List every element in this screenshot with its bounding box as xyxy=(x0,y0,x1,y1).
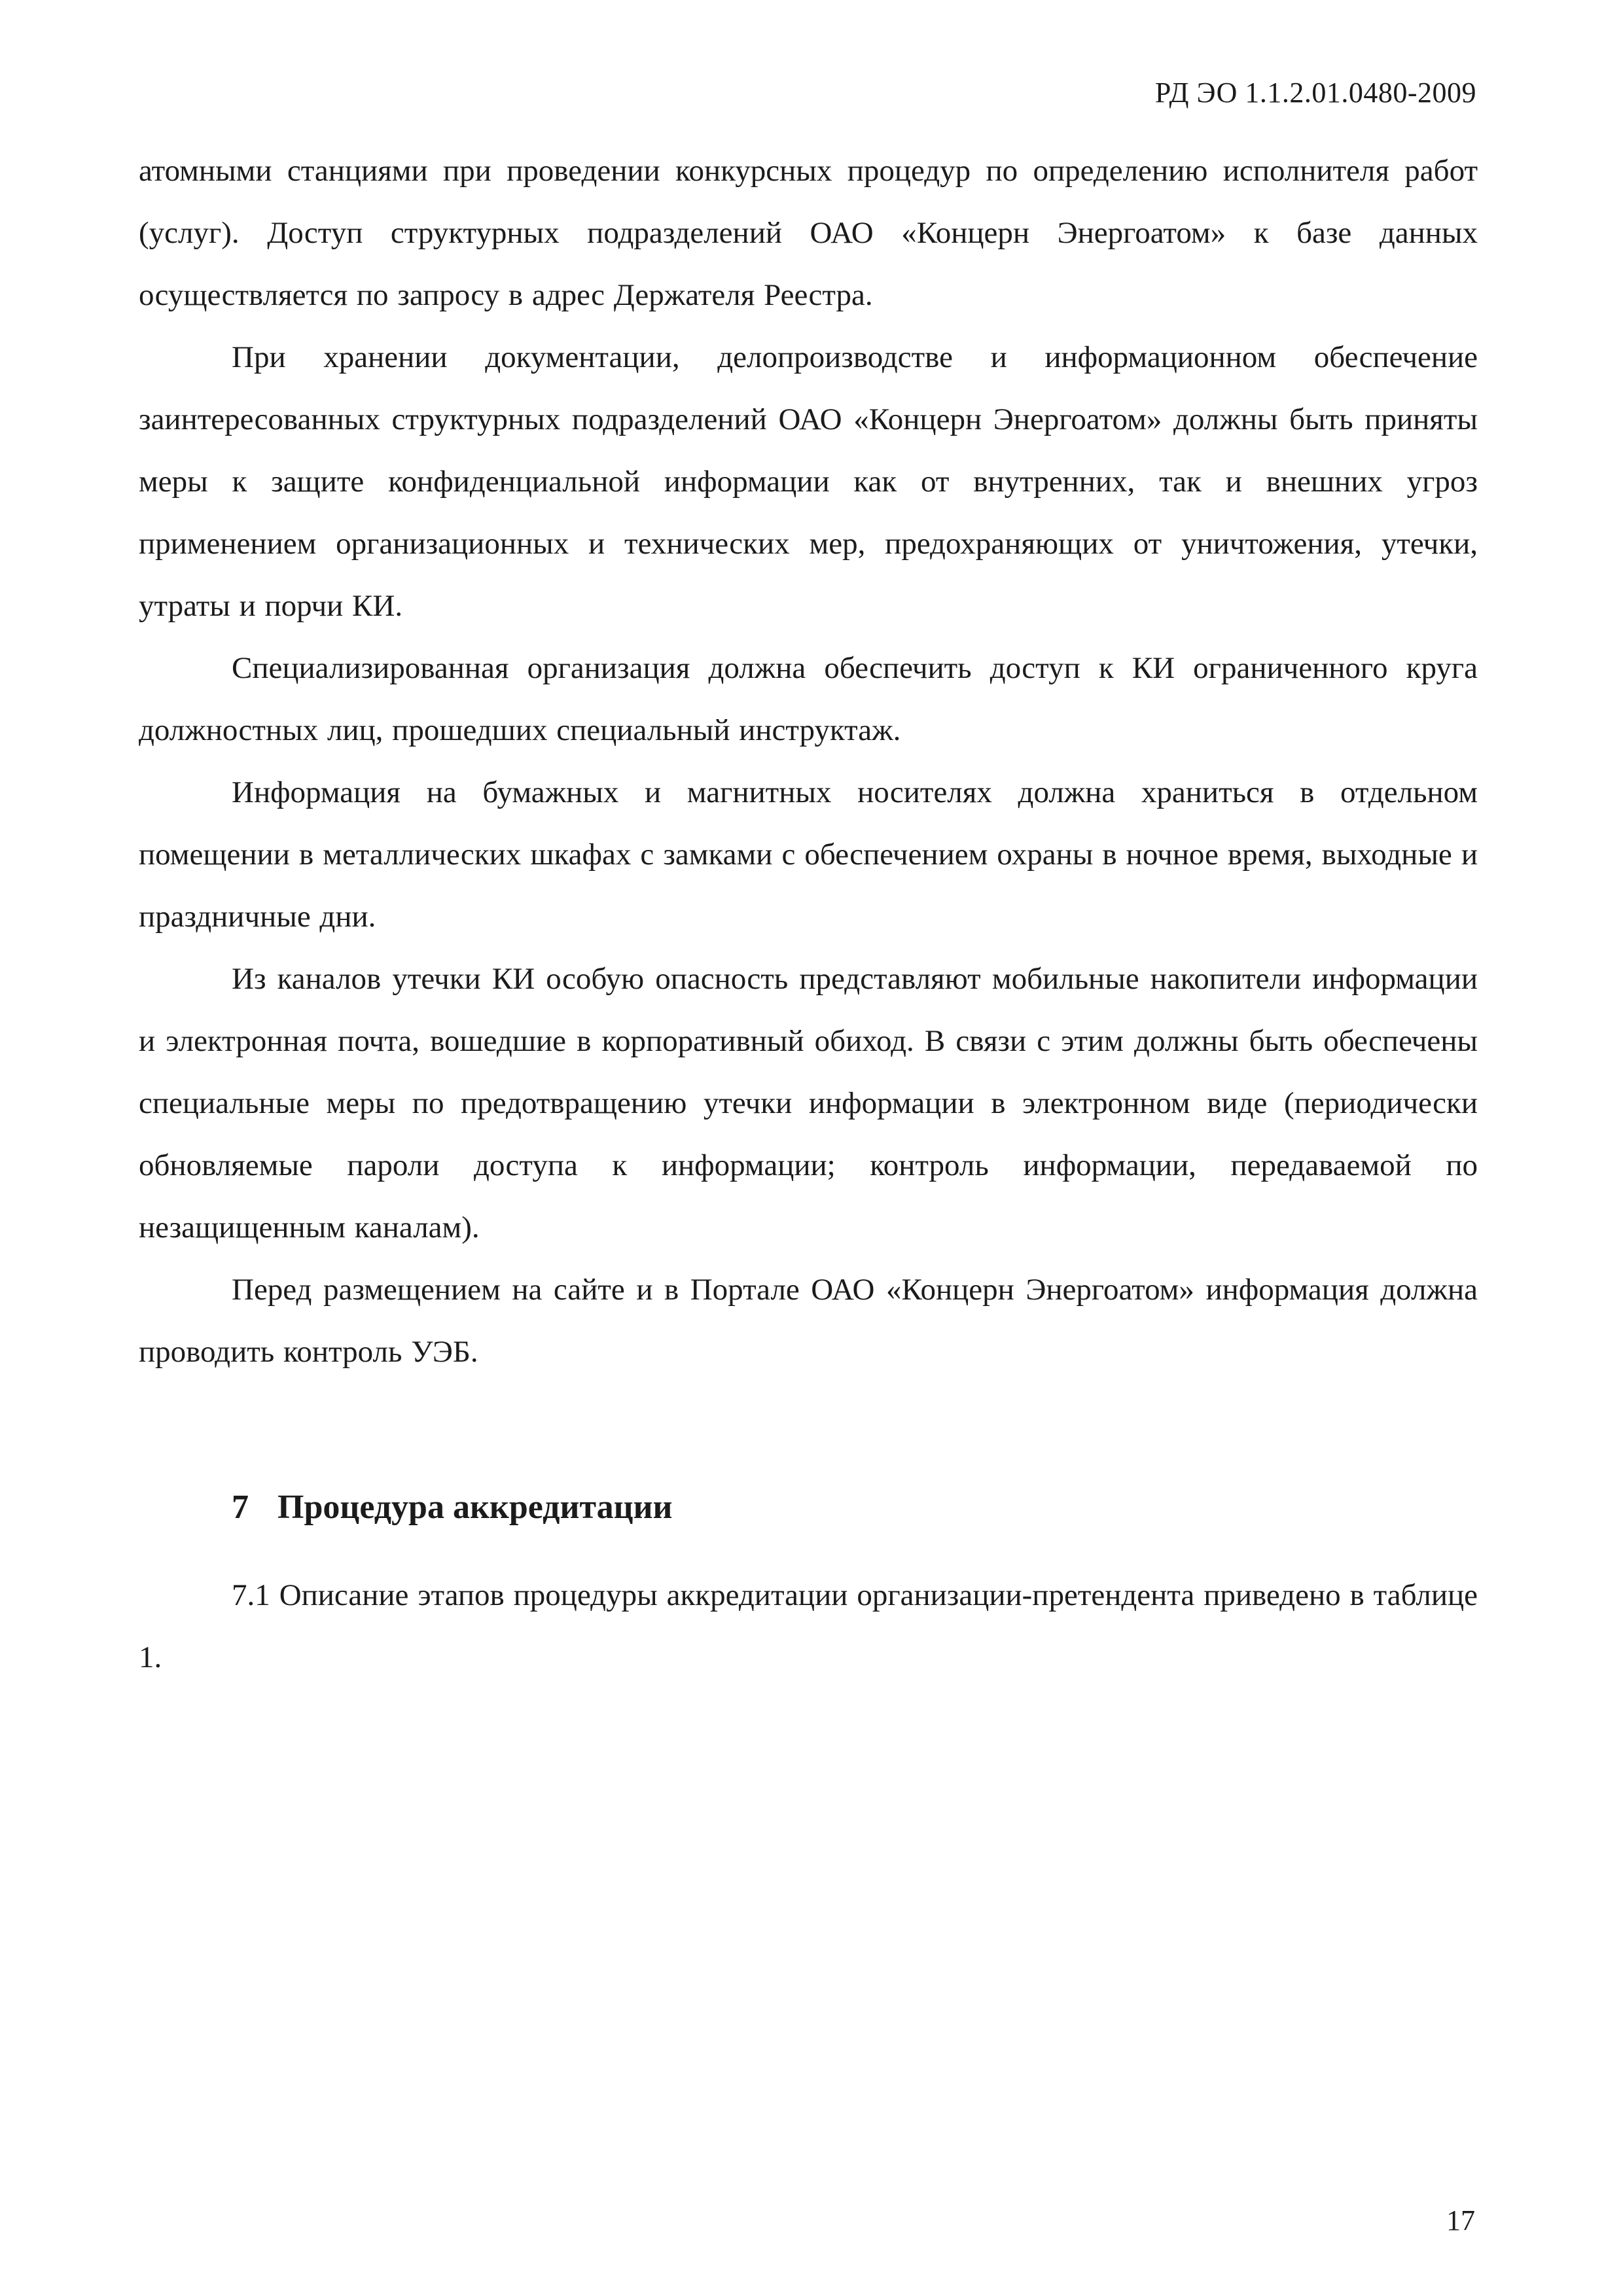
section-number: 7 xyxy=(232,1489,249,1526)
paragraph: атомными станциями при проведении конкурсных процедур по определению исполнителя работ (услуг). Доступ структурных подразделений ОАО «Концерн Энергоатом» к базе данных осуществляется по запросу в адрес Держателя Реестра. xyxy=(139,154,1478,312)
paragraph: Информация на бумажных и магнитных носителях должна храниться в отдельном помещении в металлических шкафах с замками с обеспечением охраны в ночное время, выходные и праздничные дни. xyxy=(139,775,1478,934)
page-content xyxy=(139,140,1478,1689)
paragraph: Специализированная организация должна обеспечить доступ к КИ ограниченного круга должностных лиц, прошедших специальный инструктаж. xyxy=(139,651,1478,747)
paragraph: 7.1 Описание этапов процедуры аккредитации организации-претендента приведено в таблице 1. xyxy=(139,1578,1478,1674)
paragraph: Из каналов утечки КИ особую опасность представляют мобильные накопители информации и электронная почта, вошедшие в корпоративный обиход. В связи с этим должны быть обеспечены специальные меры по предотвращению утечки информации в электронном виде (периодически обновляемые пароли доступа к информации; контроль информации, передаваемой по незащищенным каналам). xyxy=(139,962,1478,1245)
document-code-header: РД ЭО 1.1.2.01.0480-2009 xyxy=(1154,77,1476,109)
section-heading xyxy=(139,1476,1478,1538)
page-number: 17 xyxy=(1446,2204,1475,2237)
paragraph: При хранении документации, делопроизводстве и информационном обеспечение заинтересованных структурных подразделений ОАО «Концерн Энергоатом» должны быть приняты меры к защите конфиденциальной информации как от внутренних, так и внешних угроз применением организационных и технических мер, предохраняющих от уничтожения, утечки, утраты и порчи КИ. xyxy=(139,340,1478,623)
section-title: Процедура аккредитации xyxy=(277,1489,673,1526)
paragraph: Перед размещением на сайте и в Портале ОАО «Концерн Энергоатом» информация должна проводить контроль УЭБ. xyxy=(139,1273,1478,1369)
